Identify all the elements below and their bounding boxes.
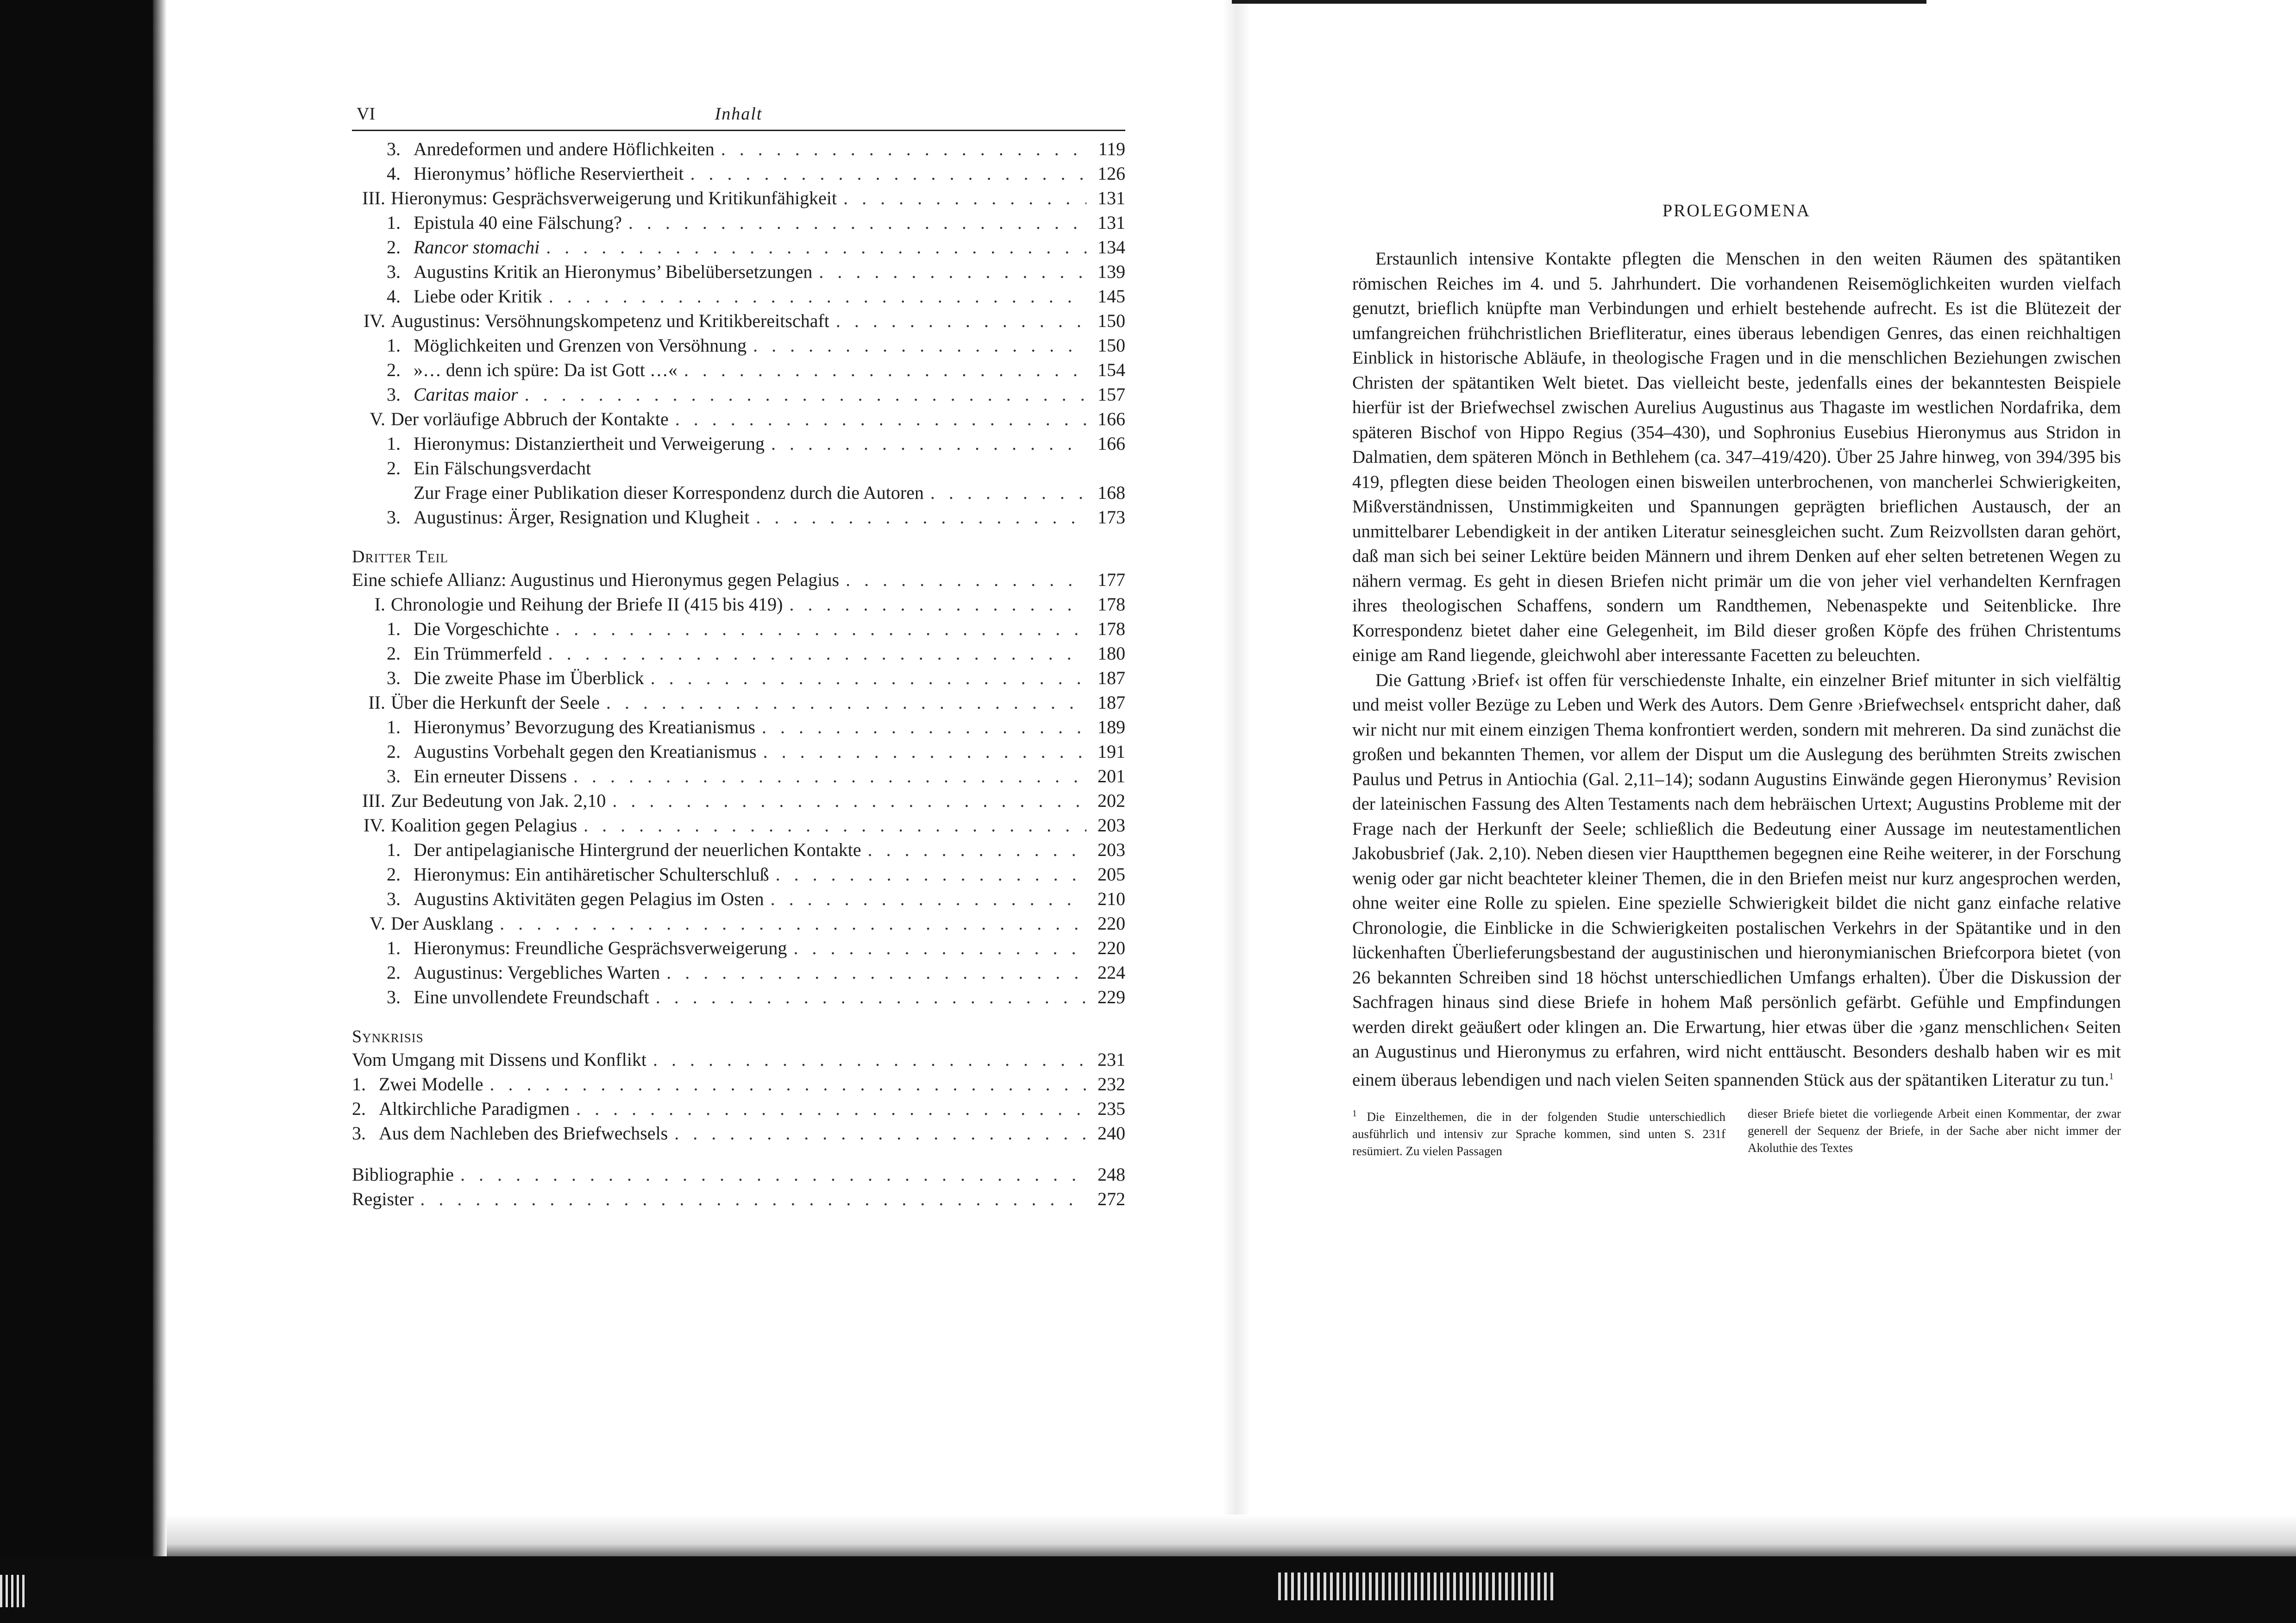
toc-page-number: 131 xyxy=(1098,188,1125,208)
scan-border-bottom xyxy=(0,1556,2296,1623)
toc-page-number: 126 xyxy=(1098,163,1125,184)
toc-page-number: 166 xyxy=(1098,433,1125,454)
toc-entry: Register . . . 272 xyxy=(352,1187,1125,1211)
toc-page-number: 173 xyxy=(1098,507,1125,528)
toc-page-number: 139 xyxy=(1098,261,1125,282)
toc-entry: 3. Caritas maior . . . 157 xyxy=(352,382,1125,407)
toc-page-number: 220 xyxy=(1098,913,1125,934)
toc-entry: II. Über die Herkunft der Seele . . . 187 xyxy=(352,690,1125,715)
part-heading: Dritter Teil xyxy=(352,547,448,566)
toc-page-number: 201 xyxy=(1098,766,1125,786)
toc-entry: 2. Hieronymus: Ein antihäretischer Schulterschluß . . . 205 xyxy=(352,862,1125,887)
scan-border-left xyxy=(0,0,153,1623)
toc-page-number: 154 xyxy=(1098,359,1125,380)
scan-shadow-bottom xyxy=(167,1515,2296,1556)
toc-entry: 4. Liebe oder Kritik . . . 145 xyxy=(352,284,1125,308)
toc-entry: I. Chronologie und Reihung der Briefe II (415 bis 419) . . . 178 xyxy=(352,592,1125,616)
toc-page-number: 272 xyxy=(1098,1189,1125,1209)
toc-page-number: 205 xyxy=(1098,864,1125,885)
footnote-marker: 1 xyxy=(2109,1071,2114,1082)
paragraph: Die Gattung ›Brief‹ ist offen für verschiedenste Inhalte, ein einzelner Brief mitunter in sich vielfältig und meist voller Bezüge zu Leben und Werk des Autors. Dem Genre ›Briefwechsel‹ entspricht daher, daß wir nicht nur mit einem einzigen Thema konfrontiert werden, sondern mit mehreren. Da sind zunächst die großen und bekannten Themen, vor allem der Disput um die Auslegung des berühmten Streits zwischen Paulus und Petrus in Antiochia (Gal. 2,11–14); sodann Augustins Einwände gegen Hieronymus’ Revision der lateinischen Fassung des Alten Testaments nach dem hebräischen Urtext; Augustins Probleme mit der Frage nach der Herkunft der Seele; schließlich die Bedeutung einer Aussage im neutestamentlichen Jakobusbrief (Jak. 2,10). Neben diesen vier Hauptthemen begegnen eine Reihe weiterer, in der Forschung wenig oder gar nicht beachteter kleiner Themen, die in den Briefen meist nur kurz angesprochen werden, ohne weiter eine Rolle zu spielen. Eine spezielle Schwierigkeit bildet die nicht ganz einfache relative Chronologie, die Einblicke in die Schwierigkeiten postalischen Verkehrs in der Spätantike und in den lückenhaften Überlieferungsbestand der augustinischen und hieronymianischen Briefcorpora bietet (von 26 bekannten Schreiben sind 18 höchst unterschiedlichen Umfangs erhalten). Über die Diskussion der Sachfragen hinaus sind diese Briefe in hohem Maß persönlich gefärbt. Gefühle und Empfindungen werden direkt geäußert oder klingen an. Die Erwartung, hier etwas über die ›ganz menschlichen‹ Seiten an Augustinus und Hieronymus zu erfahren, wird nicht enttäuscht. Besonders deshalb haben wir es mit einem überaus lebendigen und nach vielen Seiten spannenden Stück aus der spätantiken Literatur zu tun.$^1$ xyxy=(1352,670,2121,1090)
toc-page-number: 187 xyxy=(1098,667,1125,688)
scan-edge-strip xyxy=(1278,1573,1556,1600)
toc-entry: 2. »… denn ich spüre: Da ist Gott …« . . . 154 xyxy=(352,358,1125,382)
toc-page-number: 145 xyxy=(1098,286,1125,307)
toc-entry: 3. Die zweite Phase im Überblick . . . 187 xyxy=(352,666,1125,690)
toc-page-number: 203 xyxy=(1098,815,1125,836)
toc-page-number: 189 xyxy=(1098,717,1125,737)
right-page xyxy=(1352,195,2121,1160)
toc-page-number: 191 xyxy=(1098,741,1125,762)
scan-edge-strip-left xyxy=(0,1575,28,1607)
toc-entry: 1. Möglichkeiten und Grenzen von Versöhnung . . . 150 xyxy=(352,333,1125,358)
toc-entry: 3. Aus dem Nachleben des Briefwechsels . . . 240 xyxy=(352,1121,1125,1145)
toc-page-number: 150 xyxy=(1098,310,1125,331)
left-page xyxy=(352,97,1125,1211)
toc-entry: 1. Hieronymus’ Bevorzugung des Kreatianismus . . . 189 xyxy=(352,715,1125,739)
toc-entry: 2. Ein Fälschungsverdacht xyxy=(387,458,591,478)
toc-entry: 3. Augustins Kritik an Hieronymus’ Bibelübersetzungen . . . 139 xyxy=(352,259,1125,284)
toc-entry: III. Zur Bedeutung von Jak. 2,10 . . . 202 xyxy=(352,788,1125,813)
toc-page-number: 178 xyxy=(1098,618,1125,639)
page-number: VI xyxy=(357,104,376,124)
toc-page-number: 180 xyxy=(1098,643,1125,664)
running-title: Inhalt xyxy=(715,104,763,124)
toc-entry: 1. Hieronymus: Distanziertheit und Verweigerung . . . 166 xyxy=(352,431,1125,456)
toc-page-number: 232 xyxy=(1098,1074,1125,1095)
toc-entry: 1. Epistula 40 eine Fälschung? . . . 131 xyxy=(352,210,1125,235)
toc-page-number: 248 xyxy=(1098,1164,1125,1185)
toc-entry: 4. Hieronymus’ höfliche Reserviertheit . . . 126 xyxy=(352,161,1125,186)
toc-page-number: 150 xyxy=(1098,335,1125,356)
toc-page-number: 202 xyxy=(1098,790,1125,811)
part-title: Vom Umgang mit Dissens und Konflikt . . . 231 xyxy=(352,1047,1125,1072)
toc-page-number: 166 xyxy=(1098,409,1125,429)
toc-entry: 2. Rancor stomachi . . . 134 xyxy=(352,235,1125,259)
toc-page-number: 131 xyxy=(1098,212,1125,233)
toc-entry: IV. Augustinus: Versöhnungskompetenz und Kritikbereitschaft . . . 150 xyxy=(352,308,1125,333)
toc-entry: Bibliographie . . . 248 xyxy=(352,1162,1125,1187)
toc-page-number: 203 xyxy=(1098,839,1125,860)
part-title: Eine schiefe Allianz: Augustinus und Hieronymus gegen Pelagius . . . 177 xyxy=(352,567,1125,592)
toc-page-number: 119 xyxy=(1098,138,1125,159)
table-of-contents xyxy=(352,137,1125,1211)
toc-entry: IV. Koalition gegen Pelagius . . . 203 xyxy=(352,813,1125,837)
toc-entry: Zur Frage einer Publikation dieser Korrespondenz durch die Autoren . . . 168 xyxy=(352,480,1125,505)
toc-page-number: 178 xyxy=(1098,594,1125,615)
toc-entry: 3. Ein erneuter Dissens . . . 201 xyxy=(352,764,1125,788)
scan-edge-top xyxy=(1232,0,1926,4)
toc-entry: 1. Die Vorgeschichte . . . 178 xyxy=(352,616,1125,641)
body-text xyxy=(1352,246,2121,1092)
footnotes xyxy=(1352,1105,2121,1160)
toc-page-number: 220 xyxy=(1098,937,1125,958)
toc-entry: V. Der vorläufige Abbruch der Kontakte . . . 166 xyxy=(352,407,1125,431)
part-heading: Synkrisis xyxy=(352,1027,424,1046)
book-gutter xyxy=(1223,0,1250,1556)
toc-entry: 1. Hieronymus: Freundliche Gesprächsverweigerung . . . 220 xyxy=(352,936,1125,960)
toc-entry: 2. Ein Trümmerfeld . . . 180 xyxy=(352,641,1125,666)
toc-page-number: 224 xyxy=(1098,962,1125,983)
toc-entry: 2. Altkirchliche Paradigmen . . . 235 xyxy=(352,1096,1125,1121)
toc-entry: 2. Augustins Vorbehalt gegen den Kreatianismus . . . 191 xyxy=(352,739,1125,764)
toc-entry: III. Hieronymus: Gesprächsverweigerung und Kritikunfähigkeit . . . 131 xyxy=(352,186,1125,210)
paragraph: Erstaunlich intensive Kontakte pflegten die Menschen in den weiten Räumen des spätantiken römischen Reiches im 4. und 5. Jahrhundert. Die vorhandenen Reisemöglichkeiten wurden vielfach genutzt, brieflich knüpfte man Verbindungen und erhielt bestehende aufrecht. Es ist die Blütezeit der umfangreichen frühchristlichen Briefliteratur, eines überaus lebendigen Genres, das einen reichhaltigen Einblick in historische Abläufe, in theologische Fragen und in die menschlichen Beziehungen zwischen Christen der spätantiken Welt bietet. Das vielleicht beste, jedenfalls eines der bekanntesten Beispiele hierfür ist der Briefwechsel zwischen Aurelius Augustinus aus Thagaste im westlichen Nordafrika, dem späteren Bischof von Hippo Regius (354–430), und Sophronius Eusebius Hieronymus aus Stridon in Dalmatien, dem späteren Mönch in Bethlehem (ca. 347–419/420). Über 25 Jahre hinweg, von 394/395 bis 419, pflegten diese beiden Theologen einen bisweilen unterbrochenen, von mancherlei Schwierigkeiten, Mißverständnissen, Unstimmigkeiten und Spannungen geprägten brieflichen Austausch, der an unmittelbarer Lebendigkeit in der antiken Literatur seinesgleichen sucht. Zum Reizvollsten daran gehört, daß man sich bei seiner Lektüre beiden Männern und ihrem Denken auf eher selten betretenen Wegen zu nähern vermag. Es geht in diesen Briefen nicht primär um die von jeher viel verhandelten Kernfragen ihres theologischen Schaffens, sondern um Randthemen, Nebenaspekte und Seitenblicke. Ihre Korrespondenz bietet daher eine Gelegenheit, im Bild dieser großen Köpfe des frühen Christentums einige am Rand liegende, gleichwohl aber interessante Facetten zu beleuchten. xyxy=(1352,249,2121,665)
toc-page-number: 134 xyxy=(1098,237,1125,258)
toc-entry: 1. Zwei Modelle . . . 232 xyxy=(352,1072,1125,1096)
footnote-column: dieser Briefe bietet die vorliegende Arbeit einen Kommentar, der zwar generell der Sequenz der Briefe, in der Sache aber nicht immer der Akoluthie des Textes xyxy=(1748,1107,2121,1155)
toc-page-number: 187 xyxy=(1098,692,1125,713)
toc-page-number: 157 xyxy=(1098,384,1125,405)
toc-entry: 3. Augustinus: Ärger, Resignation und Klugheit . . . 173 xyxy=(352,505,1125,529)
toc-page-number: 229 xyxy=(1098,987,1125,1007)
toc-page-number: 240 xyxy=(1098,1123,1125,1144)
toc-page-number: 210 xyxy=(1098,888,1125,909)
running-head xyxy=(352,97,1125,131)
toc-page-number: 235 xyxy=(1098,1098,1125,1119)
chapter-title: PROLEGOMENA xyxy=(1662,201,1811,220)
toc-entry: V. Der Ausklang . . . 220 xyxy=(352,911,1125,936)
toc-entry: 3. Augustins Aktivitäten gegen Pelagius im Osten . . . 210 xyxy=(352,887,1125,911)
toc-entry: 1. Der antipelagianische Hintergrund der neuerlichen Kontakte . . . 203 xyxy=(352,837,1125,862)
toc-entry: 3. Anredeformen und andere Höflichkeiten . . . 119 xyxy=(352,137,1125,161)
footnote-column: $^1$ Die Einzelthemen, die in der folgenden Studie unterschiedlich ausführlich und intensiv zur Sprache kommen, sind unten S. 231f resümiert. Zu vielen Passagen xyxy=(1352,1108,1725,1158)
toc-entry: 3. Eine unvollendete Freundschaft . . . 229 xyxy=(352,985,1125,1009)
scan-shadow-left xyxy=(153,0,167,1623)
toc-entry: 2. Augustinus: Vergebliches Warten . . . 224 xyxy=(352,960,1125,985)
